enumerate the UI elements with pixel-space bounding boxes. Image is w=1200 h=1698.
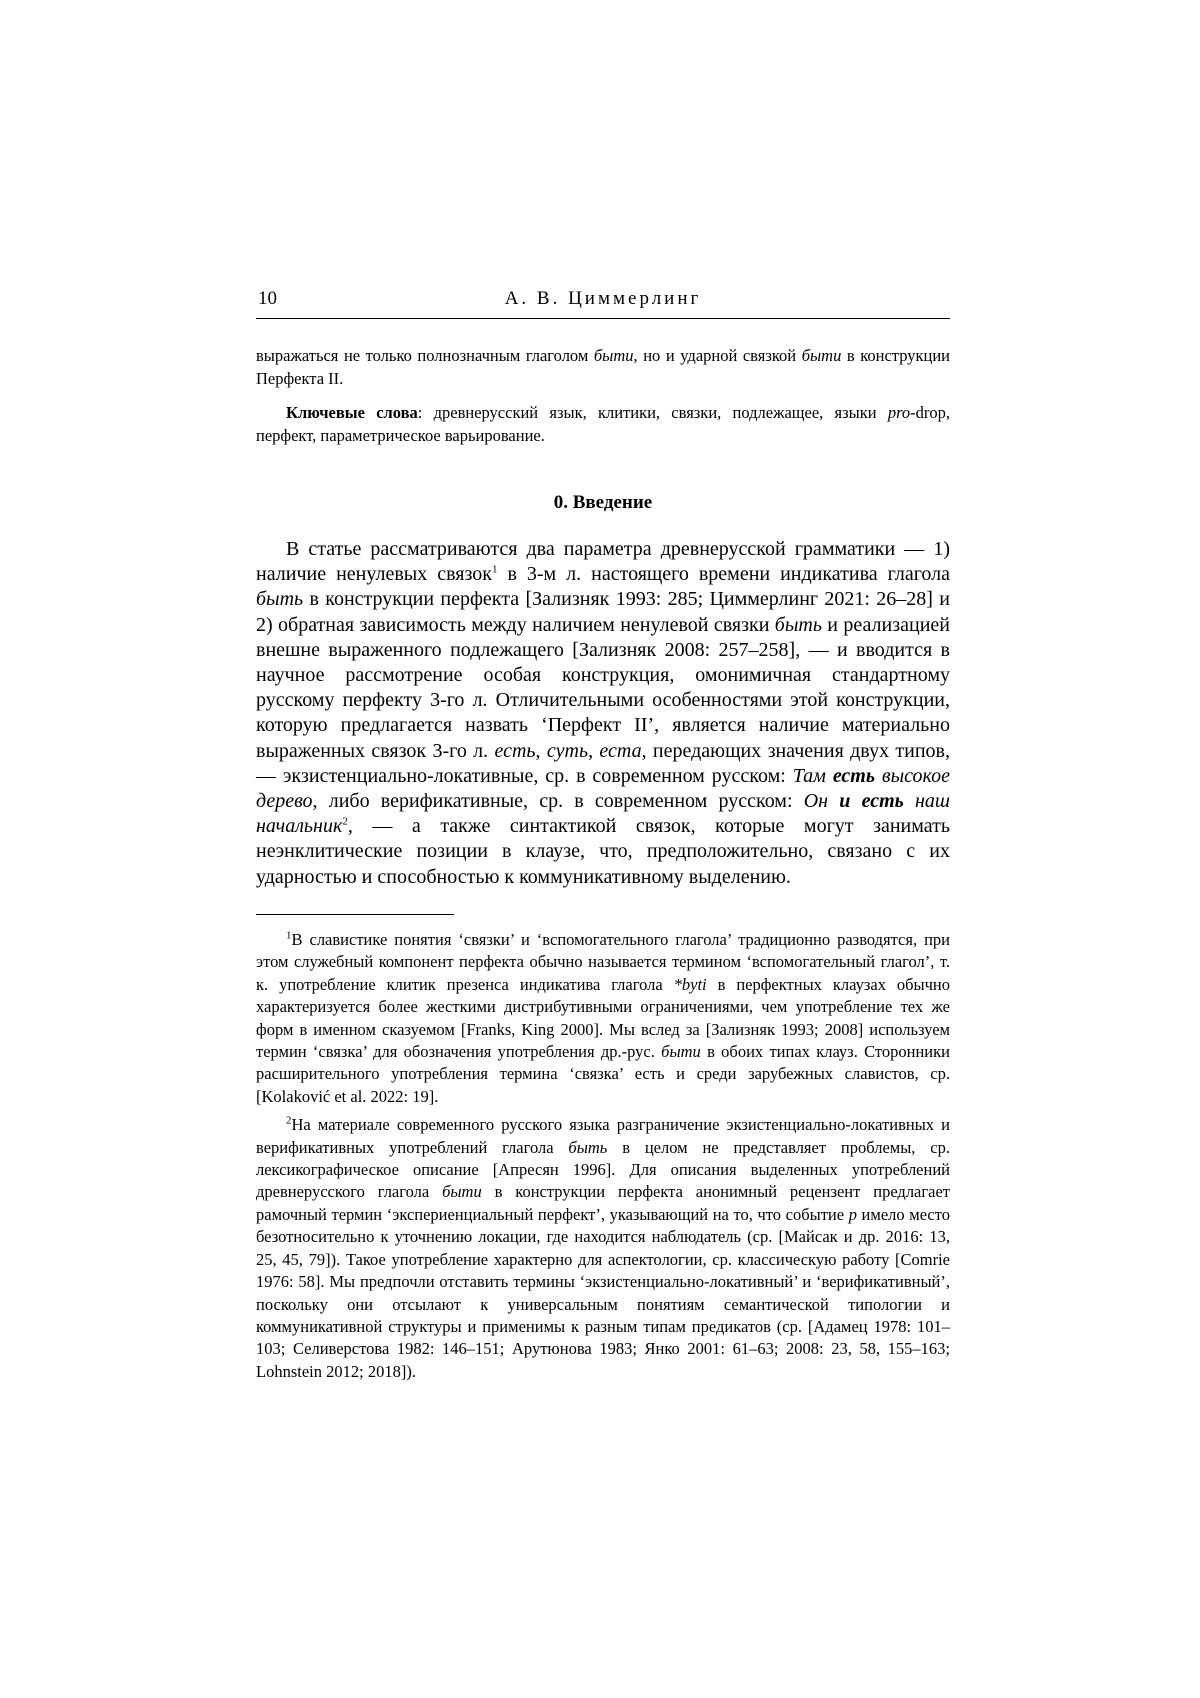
footnote-separator — [256, 914, 454, 915]
keywords-label: Ключевые слова — [286, 403, 418, 422]
footnote-1 — [256, 929, 950, 1108]
page-number: 10 — [258, 288, 277, 309]
footnote-1-mark: 1 — [286, 929, 292, 942]
running-header — [256, 288, 950, 319]
footnote-2-text: На материале современного русского языка разграничение экзистенциально-локативных и верификативных употреблений глагола быть в целом не представляет проблемы, ср. лексикографическое описание [Апресян 1996]. Для описания выделенных употреблений древнерусского глагола быти в конструкции перфекта анонимный рецензент предлагает рамочный термин ‘экспериенциальный перфект’, указывающий на то, что событие p имело место безотносительно к уточнению локации, где находится наблюдатель (ср. [Майсак и др. 2016: 13, 25, 45, 79]). Такое употребление характерно для аспектологии, ср. классическую работу [Comrie 1976: 58]. Мы предпочли отставить термины ‘экзистенциально-локативный’ и ‘верификативный’, поскольку они отсылают к универсальным понятиям семантической типологии и коммуникативной структуры и применимы к разным типам предикатов (ср. [Адамец 1978: 101–103; Селиверстова 1982: 146–151; Арутюнова 1983; Янко 2001: 61–63; 2008: 23, 58, 155–163; Lohnstein 2012; 2018]). — [256, 1115, 950, 1381]
keywords-paragraph — [256, 401, 950, 447]
author-name: А. В. Циммерлинг — [504, 288, 702, 309]
main-text — [256, 537, 950, 890]
keywords-text: : древнерусский язык, клитики, связки, подлежащее, языки pro-drop, перфект, параметрическое варьирование. — [256, 403, 950, 445]
footnote-2-mark: 2 — [286, 1114, 292, 1127]
abstract-continuation: выражаться не только полнозначным глаголом быти, но и ударной связкой быти в конструкции Перфекта II. — [256, 346, 951, 388]
intro-paragraph: В статье рассматриваются два параметра древнерусской грамматики — 1) наличие ненулевых связок$^1$ в 3-м л. настоящего времени индикатива глагола быть в конструкции перфекта [Зализняк 1993: 285; Циммерлинг 2021: 26–28] и 2) обратная зависимость между наличием ненулевой связки быть и реализацией внешне выраженного подлежащего [Зализняк 2008: 257–258], — и вводится в научное рассмотрение особая конструкция, омонимичная стандартному русскому перфекту 3-го л. Отличительными особенностями этой конструкции, которую предлагается назвать ‘Перфект II’, является наличие материально выраженных связок 3-го л. есть, суть, еста, передающих значения двух типов, — экзистенциально-локативные, ср. в современном русском: Там есть высокое дерево, либо верификативные, ср. в современном русском: Он и есть наш начальник$^2$, — а также синтактикой связок, которые могут занимать неэнклитические позиции в клаузе, что, предположительно, связано с их ударностью и способностью к коммуникативному выделению. — [256, 538, 950, 888]
footnotes — [256, 929, 950, 1383]
abstract — [256, 344, 950, 447]
section-heading: 0. Введение — [553, 492, 653, 513]
footnote-1-text: В славистике понятия ‘связки’ и ‘вспомогательного глагола’ традиционно разводятся, при этом служебный компонент перфекта обычно называется термином ‘вспомогательный глагол’, т. к. употребление клитик презенса индикатива глагола *byti в перфектных клаузах обычно характеризуется более жесткими дистрибутивными ограничениями, чем употребление тех же форм в именном сказуемом [Franks, King 2000]. Мы вслед за [Зализняк 1993; 2008] используем термин ‘связка’ для обозначения употребления др.-рус. быти в обоих типах клауз. Сторонники расширительного употребления термина ‘связка’ есть и среди зарубежных славистов, ср. [Kolaković et al. 2022: 19]. — [256, 930, 950, 1106]
footnote-2 — [256, 1114, 950, 1383]
